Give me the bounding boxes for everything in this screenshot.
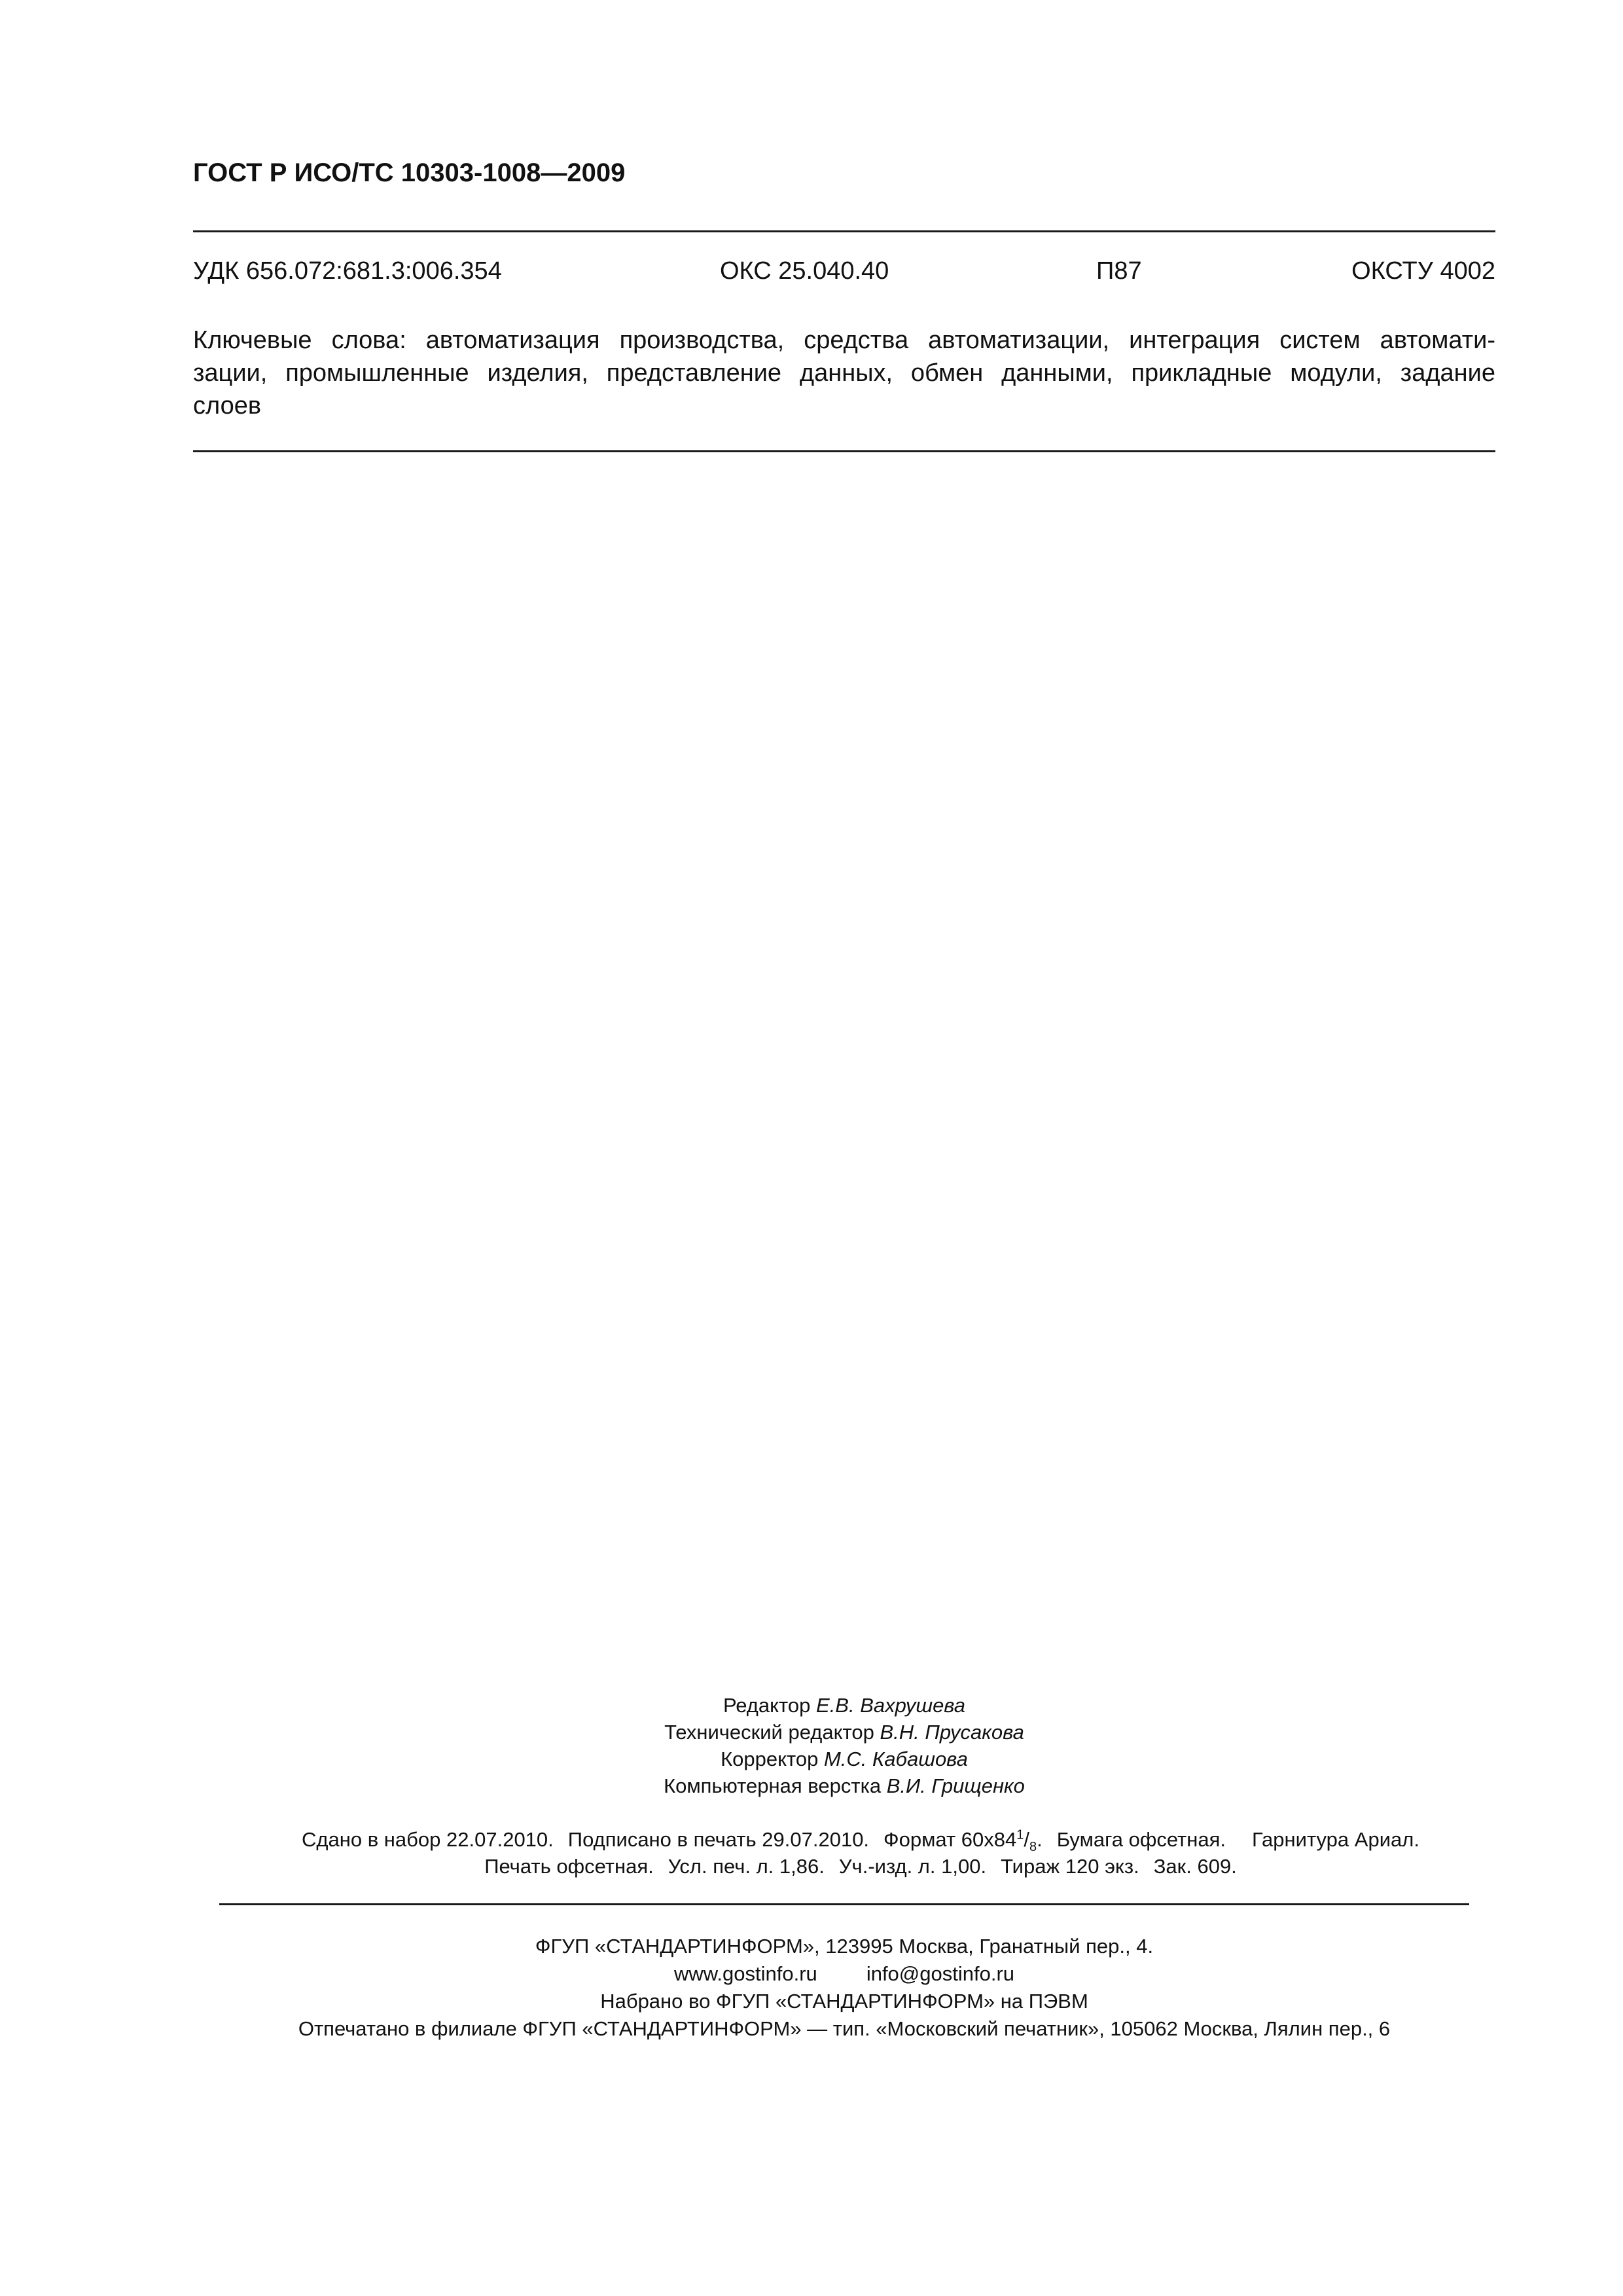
- group-code: П87: [1096, 257, 1142, 285]
- credit-tech-editor: [0, 1719, 1623, 1746]
- typeface: Гарнитура Ариал.: [1252, 1828, 1419, 1851]
- credits-block: [0, 1692, 1623, 1799]
- format: Формат $60x84^1/_8$.: [883, 1827, 1043, 1855]
- credit-name: М.С. Кабашова: [823, 1748, 968, 1770]
- credit-label: Технический редактор: [664, 1721, 874, 1744]
- paper-type: Бумага офсетная.: [1056, 1828, 1226, 1851]
- divider-top: [193, 230, 1495, 232]
- email-link[interactable]: info@gostinfo.ru: [866, 1962, 1015, 1985]
- credit-name: Е.В. Вахрушева: [816, 1694, 966, 1717]
- publication-sheets: Уч.-изд. л. 1,00.: [838, 1855, 987, 1878]
- keywords-line: слоев: [193, 392, 262, 420]
- credit-label: Редактор: [722, 1694, 811, 1717]
- credit-label: Компьютерная верстка: [664, 1774, 882, 1797]
- credit-layout: [0, 1772, 1623, 1799]
- print-sheets: Усл. печ. л. 1,86.: [668, 1855, 825, 1878]
- print-run: Тираж 120 экз.: [1001, 1855, 1139, 1878]
- publisher-contacts: [0, 1960, 1623, 1988]
- printing-details: [0, 1826, 1623, 1880]
- website-link[interactable]: www.gostinfo.ru: [673, 1962, 817, 1985]
- print-type: Печать офсетная.: [484, 1855, 654, 1878]
- order-number: Зак. 609.: [1153, 1855, 1237, 1878]
- printing-line-1: [0, 1826, 1623, 1853]
- credit-editor: [0, 1692, 1623, 1719]
- keywords-line: зации, промышленные изделия, представление данных, обмен данными, прикладные модули, задание: [193, 359, 1495, 387]
- credit-label: Корректор: [721, 1748, 819, 1770]
- submitted-date: Сдано в набор 22.07.2010.: [302, 1828, 554, 1851]
- credit-name: В.Н. Прусакова: [880, 1721, 1024, 1744]
- credit-corrector: [0, 1746, 1623, 1772]
- document-number: ГОСТ Р ИСО/ТС 10303-1008—2009: [193, 158, 626, 187]
- divider-imprint: [219, 1903, 1469, 1905]
- okstu-code: ОКСТУ 4002: [1351, 257, 1495, 285]
- credit-name: В.И. Грищенко: [886, 1774, 1025, 1797]
- printed-note: Отпечатано в филиале ФГУП «СТАНДАРТИНФОРМ» — тип. «Московский печатник», 105062 Москва, Лялин пер., 6: [298, 2017, 1391, 2040]
- udk-code: УДК 656.072:681.3:006.354: [193, 257, 502, 285]
- keywords-block: [193, 324, 1495, 422]
- publisher-address: ФГУП «СТАНДАРТИНФОРМ», 123995 Москва, Гранатный пер., 4.: [535, 1935, 1154, 1958]
- divider-keywords: [193, 450, 1495, 452]
- classification-row: [193, 257, 1495, 290]
- typeset-note: Набрано во ФГУП «СТАНДАРТИНФОРМ» на ПЭВМ: [600, 1990, 1088, 2013]
- printing-line-2: [0, 1853, 1623, 1880]
- oks-code: ОКС 25.040.40: [720, 257, 889, 285]
- publisher-block: [0, 1933, 1623, 2043]
- keywords-line: Ключевые слова: автоматизация производства, средства автоматизации, интеграция систем автомати-: [193, 327, 1495, 354]
- signed-date: Подписано в печать 29.07.2010.: [567, 1828, 870, 1851]
